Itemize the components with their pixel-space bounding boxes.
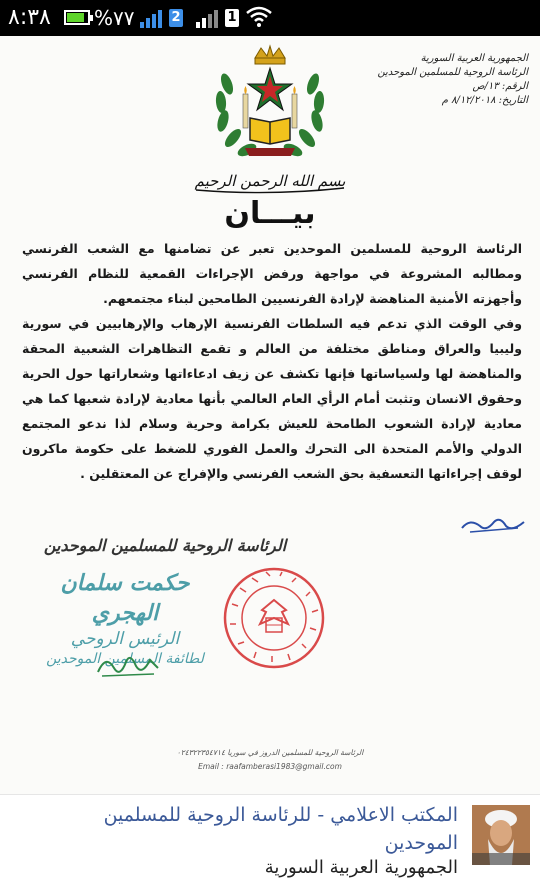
page-title: بيـــان	[224, 196, 316, 231]
author-subtitle: الجمهورية العربية السورية	[264, 857, 458, 878]
header-line: الرقم: ١٣/ص	[472, 81, 528, 92]
basmala-text: بسم الله الرحمن الرحيم	[194, 172, 346, 190]
signatory-title: الرئاسة الروحية للمسلمين الموحدين	[43, 536, 287, 555]
post-author-card[interactable]	[0, 794, 540, 888]
round-seal	[222, 566, 326, 670]
stamp-name: حكمت سلمان الهجري	[60, 570, 190, 626]
header-line: الرئاسة الروحية للمسلمين الموحدين	[377, 67, 528, 78]
sim1-badge: 2	[169, 9, 183, 27]
avatar[interactable]	[472, 805, 530, 865]
status-bar	[0, 0, 540, 36]
stamp-org: لطائفة المسلمين الموحدين	[46, 651, 204, 667]
signal-icon	[196, 8, 218, 28]
signature-scribble	[94, 648, 162, 680]
battery-fill	[67, 13, 84, 22]
statement-body	[22, 236, 522, 486]
signature-scribble	[460, 514, 526, 536]
statement-paragraph: وفي الوقت الذي تدعم فيه السلطات الفرنسية الإرهاب والإرهابيين في سورية وليبيا والعراق ومناطق مختلفة من العالم و تقمع التظاهرات الشعبية المحقة والمناهضة لها ولسياساتها فإنها تكشف عن زيف ادعاءاتها وشعاراتها حول الحرية وحقوق الانسان وتثبت أمام الرأي العام العالمي بأنها معادية لإرادة شعبها كما هي معادية لإرادة الشعوب الطامحة للعيش بكرامة وحرية وسلام لذا ندعو المجتمع الدولي والأمم المتحدة الى التحرك والعمل الفوري للضغط على حكومة ماكرون لوقف إجراءاتها التعسفية بحق الشعب الفرنسي والإفراج عن المعتقلين .	[22, 316, 522, 481]
sim2-badge: 1	[225, 9, 239, 27]
header-line: التاريخ: ٨/١٢/٢٠١٨ م	[441, 95, 528, 106]
header-line: الجمهورية العربية السورية	[420, 53, 528, 64]
avatar-image	[472, 805, 530, 865]
wifi-icon	[246, 6, 272, 28]
battery-icon	[64, 10, 90, 25]
statement-document[interactable]	[0, 36, 540, 794]
emblem-logo	[205, 44, 335, 172]
signal-icon	[140, 8, 162, 28]
statement-paragraph: الرئاسة الروحية للمسلمين الموحدين تعبر عن تضامنها مع الشعب الفرنسي ومطالبه المشروعة في مواجهة ورفض الإجراءات القمعية للنظام الفرنسي وأجهزته الأمنية المناهضة لإرادة الفرنسيين الطامحين لبناء مجتمعهم.	[22, 241, 522, 306]
battery-percent: %٧٧	[94, 6, 135, 30]
document-header	[348, 52, 528, 108]
footer-address: الرئاسة الروحية للمسلمين الدروز في سوريا ٠٢٤٣٢٢٣٥٤٧١٤	[176, 748, 364, 757]
author-name-link[interactable]: المكتب الاعلامي - للرئاسة الروحية للمسلمين الموحدين	[103, 804, 458, 854]
status-time: ٨:٣٨	[8, 5, 51, 30]
footer-email: Email : raafamberasi1983@gmail.com	[198, 762, 342, 771]
stamp-role: الرئيس الروحي	[70, 629, 180, 649]
basmala-calligraphy	[190, 162, 350, 196]
